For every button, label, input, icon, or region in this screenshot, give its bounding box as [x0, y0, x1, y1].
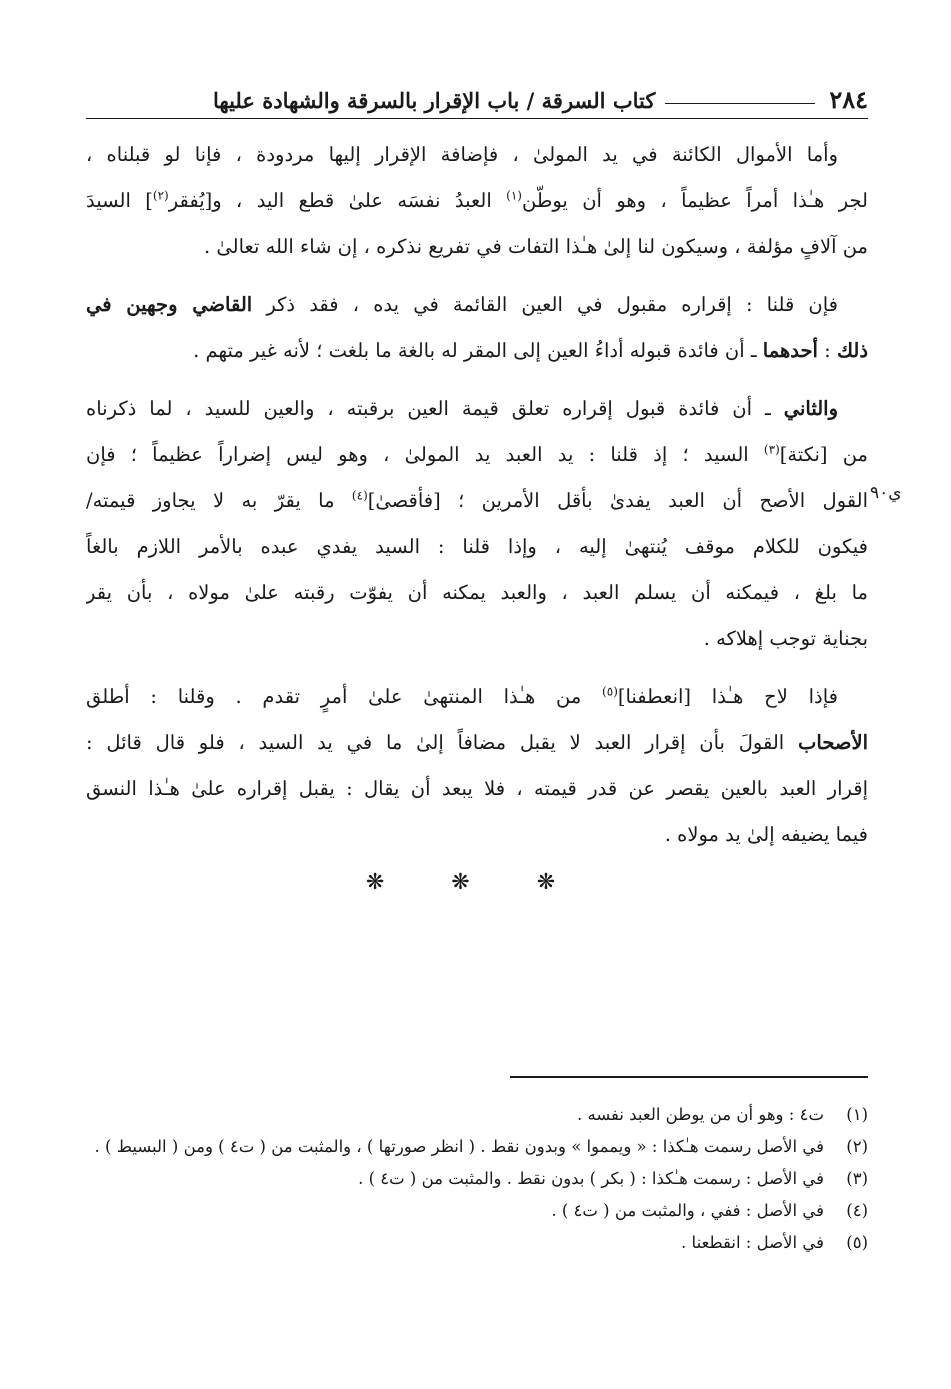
- text-segment: ما يقرّ به لا يجاوز قيمته/: [86, 489, 352, 512]
- text-line: [86, 478, 868, 524]
- page-header: [86, 78, 868, 119]
- margin-note: ي٩٠: [870, 483, 902, 503]
- footnote-ref[interactable]: (٥): [602, 684, 618, 699]
- paragraph-1: [86, 132, 868, 270]
- text-segment: ـ أن فائدة قبول إقراره تعلق قيمة العين برقبته ، والعين للسيد ، لما ذكرناه: [86, 397, 784, 420]
- text-segment: السيد ؛ إذ قلنا : يد العبد يد المولىٰ ، وهو ليس إضراراً عظيماً ؛ فإن: [86, 443, 764, 466]
- footnote-text: في الأصل : رسمت هـٰكذا : ( بكر ) بدون نقط . والمثبت من ( ت٤ ) .: [358, 1169, 824, 1188]
- bold-term: والثاني: [783, 397, 838, 420]
- bold-term: أحدهما: [762, 339, 818, 362]
- footnote-number: (٥): [846, 1233, 868, 1252]
- text-segment: لجر هـٰذا أمراً عظيماً ، وهو أن يوطّن: [521, 189, 868, 212]
- text-segment: من هـٰذا المنتهىٰ علىٰ أمرٍ تقدم . وقلنا : أطلق: [86, 685, 603, 708]
- footnote-text: في الأصل رسمت هـٰكذا : « ويمموا » وبدون نقط . ( انظر صورتها ) ، والمثبت من ( ت٤ ) ومن ( البسيط ) .: [94, 1137, 824, 1156]
- text-line: [86, 674, 868, 720]
- footnote-item: [86, 1228, 868, 1258]
- footnote-text: في الأصل : ففي ، والمثبت من ( ت٤ ) .: [551, 1201, 824, 1220]
- section-separator: ❋ ❋ ❋: [365, 870, 586, 895]
- text-segment: :: [817, 339, 837, 362]
- footnote-number: (٤): [846, 1201, 868, 1220]
- text-line: [86, 178, 868, 224]
- footnote-item: [86, 1164, 868, 1194]
- text-line: [86, 386, 868, 432]
- footnote-item: [86, 1100, 868, 1130]
- footnote-ref[interactable]: (١): [506, 188, 522, 203]
- text-segment: من [نكتة]: [779, 443, 868, 466]
- text-line: فيما يضيفه إلىٰ يد مولاه .: [664, 823, 868, 846]
- bold-term: الأصحاب: [798, 731, 868, 754]
- text-line: [86, 432, 868, 478]
- text-line: إقرار العبد بالعين يقصر عن قدر قيمته ، فلا يبعد أن يقال : يقبل إقراره علىٰ هـٰذا النسق: [86, 777, 868, 800]
- page-number: ٢٨٤: [829, 85, 868, 114]
- paragraph-3: [86, 386, 868, 662]
- text-line: وأما الأموال الكائنة في يد المولىٰ ، فإضافة الإقرار إليها مردودة ، فإنا لو قبلناه ،: [86, 143, 838, 166]
- text-segment: القولَ بأن إقرار العبد لا يقبل مضافاً إلىٰ ما في يد السيد ، فلو قال قائل :: [86, 731, 799, 754]
- text-line: [86, 328, 868, 374]
- footnote-ref[interactable]: (٢): [152, 188, 169, 203]
- footnotes: [86, 1100, 868, 1260]
- text-segment: فإذا لاح هـٰذا [انعطفنا]: [617, 685, 838, 708]
- running-title: كتاب السرقة / باب الإقرار بالسرقة والشهادة عليها: [213, 88, 656, 113]
- footnote-ref[interactable]: (٤): [351, 488, 368, 503]
- text-segment: العبدُ نفسَه علىٰ قطع اليد ، و[يُفقر: [168, 189, 492, 212]
- footnote-number: (٣): [846, 1169, 868, 1188]
- footnote-item: [86, 1196, 868, 1226]
- footnote-text: ت٤ : وهو أن من يوطن العبد نفسه .: [576, 1105, 824, 1124]
- footnote-rule: [510, 1076, 868, 1078]
- text-line: [86, 720, 868, 766]
- bold-term: ذلك: [836, 339, 868, 362]
- paragraph-2: [86, 282, 868, 374]
- text-segment: ـ أن فائدة قبوله أداءُ العين إلى المقر له بالغة ما بلغت ؛ لأنه غير متهم .: [193, 339, 763, 362]
- text-line: [86, 282, 868, 328]
- text-line: فيكون للكلام موقف يُنتهىٰ إليه ، وإذا قلنا : السيد يفدي عبده بالأمر اللازم بالغاً: [86, 535, 868, 558]
- text-segment: ] السيدَ: [86, 189, 153, 212]
- main-text: [86, 132, 868, 870]
- text-segment: فإن قلنا : إقراره مقبول في العين القائمة في يده ، فقد ذكر: [252, 293, 838, 316]
- text-line: ما بلغ ، فيمكنه أن يسلم العبد ، والعبد يمكنه أن يفوّت رقبته علىٰ مولاه ، بأن يقر: [86, 581, 868, 604]
- footnote-text: في الأصل : انقطعنا .: [681, 1233, 824, 1252]
- footnote-number: (١): [846, 1105, 868, 1124]
- header-dash: [665, 103, 815, 105]
- footnote-number: (٢): [846, 1137, 868, 1156]
- text-segment: القول الأصح أن العبد يفدىٰ بأقل الأمرين ؛ [فأقصىٰ]: [367, 489, 868, 512]
- paragraph-4: [86, 674, 868, 858]
- text-line: من آلافٍ مؤلفة ، وسيكون لنا إلىٰ هـٰذا التفات في تفريع نذكره ، إن شاء الله تعالىٰ .: [204, 235, 868, 258]
- footnote-item: [86, 1132, 868, 1162]
- text-line: بجناية توجب إهلاكه .: [703, 627, 868, 650]
- bold-term: القاضي وجهين في: [86, 293, 253, 316]
- footnote-ref[interactable]: (٣): [763, 442, 780, 457]
